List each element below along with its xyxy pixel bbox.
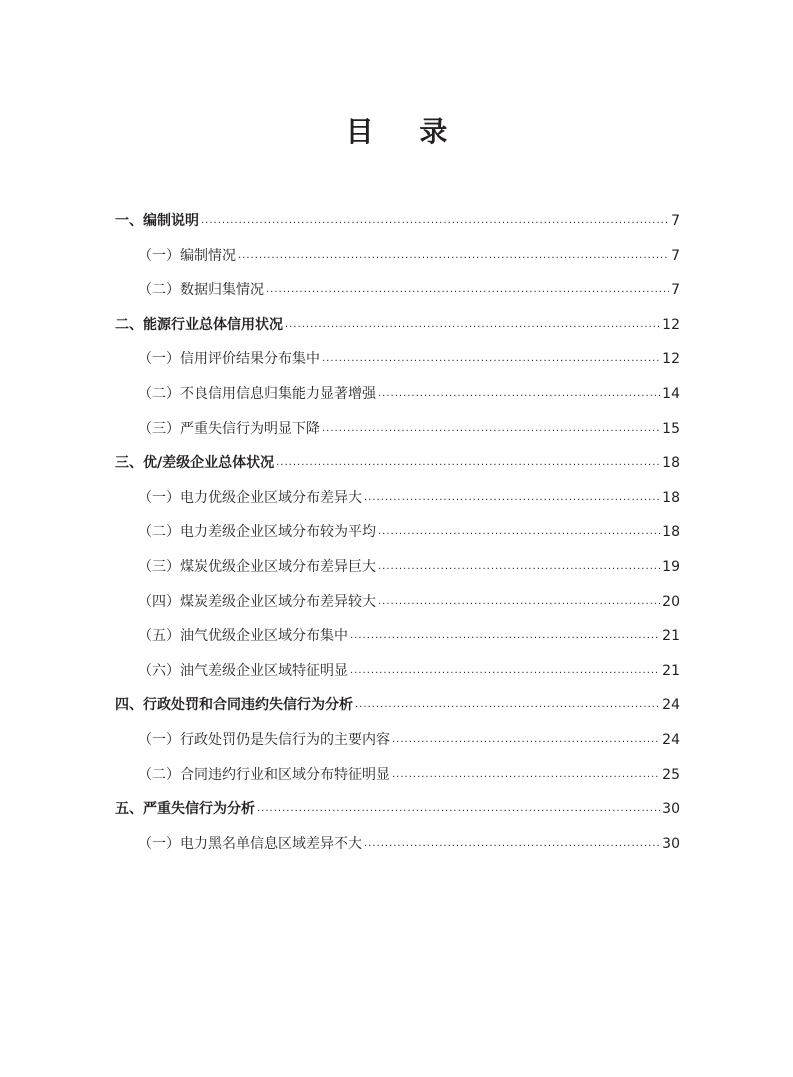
dot-leader [285, 308, 660, 343]
toc-page-number: 12 [662, 351, 680, 368]
toc-section-entry[interactable] [115, 273, 680, 308]
dot-leader [322, 412, 660, 447]
toc-page-number: 15 [662, 420, 680, 437]
dot-leader [350, 654, 660, 689]
toc-page-number: 18 [662, 524, 680, 541]
dot-leader [350, 619, 660, 654]
dot-leader [355, 688, 660, 723]
toc-section-entry[interactable] [115, 758, 680, 793]
toc-chapter-entry[interactable] [115, 204, 680, 239]
toc-entry-title: （四）煤炭差级企业区域分布差异较大 [138, 593, 376, 610]
toc-page-number: 24 [662, 697, 680, 714]
toc-entry-title: （一）信用评价结果分布集中 [138, 351, 320, 368]
toc-page-number: 21 [662, 628, 680, 645]
toc-page-number: 18 [662, 455, 680, 472]
dot-leader [378, 515, 660, 550]
toc-entry-title: （二）合同违约行业和区域分布特征明显 [138, 766, 390, 783]
toc-section-entry[interactable] [115, 342, 680, 377]
toc-section-entry[interactable] [115, 827, 680, 862]
toc-entry-title: 一、编制说明 [115, 213, 199, 229]
toc-entry-title: （一）编制情况 [138, 247, 236, 264]
toc-section-entry[interactable] [115, 723, 680, 758]
toc-section-entry[interactable] [115, 585, 680, 620]
toc-entry-title: （一）电力优级企业区域分布差异大 [138, 489, 362, 506]
dot-leader [322, 342, 660, 377]
toc-section-entry[interactable] [115, 481, 680, 516]
toc-section-entry[interactable] [115, 377, 680, 412]
dot-leader [276, 446, 660, 481]
dot-leader [378, 377, 660, 412]
dot-leader [364, 827, 660, 862]
toc-section-entry[interactable] [115, 239, 680, 274]
page-title: 目 录 [345, 115, 466, 148]
dot-leader [378, 585, 660, 620]
dot-leader [257, 792, 660, 827]
toc-entry-title: 二、能源行业总体信用状况 [115, 316, 283, 333]
toc-page-number: 25 [662, 766, 680, 783]
toc-page-number: 7 [671, 213, 680, 229]
toc-section-entry[interactable] [115, 412, 680, 447]
toc-entry-title: （二）电力差级企业区域分布较为平均 [138, 524, 376, 541]
toc-page-number: 14 [662, 385, 680, 402]
table-of-contents [115, 204, 680, 861]
toc-chapter-entry[interactable] [115, 688, 680, 723]
toc-chapter-entry[interactable] [115, 446, 680, 481]
toc-page-number: 24 [662, 731, 680, 748]
toc-page-number: 21 [662, 662, 680, 679]
toc-entry-title: （二）不良信用信息归集能力显著增强 [138, 385, 376, 402]
toc-page-number: 20 [662, 593, 680, 610]
dot-leader [378, 550, 660, 585]
toc-chapter-entry[interactable] [115, 792, 680, 827]
toc-page-number: 30 [662, 801, 680, 818]
toc-page-number: 7 [671, 247, 680, 264]
dot-leader [392, 758, 660, 793]
dot-leader [266, 273, 669, 308]
dot-leader [364, 481, 660, 516]
toc-page-number: 12 [662, 316, 680, 333]
toc-section-entry[interactable] [115, 654, 680, 689]
toc-entry-title: （一）行政处罚仍是失信行为的主要内容 [138, 731, 390, 748]
toc-page-number: 18 [662, 489, 680, 506]
toc-page-number: 7 [671, 282, 680, 299]
toc-page-number: 19 [662, 558, 680, 575]
toc-chapter-entry[interactable] [115, 308, 680, 343]
dot-leader [238, 239, 669, 274]
dot-leader [201, 204, 669, 239]
toc-entry-title: （三）严重失信行为明显下降 [138, 420, 320, 437]
toc-entry-title: （三）煤炭优级企业区域分布差异巨大 [138, 558, 376, 575]
toc-entry-title: 五、严重失信行为分析 [115, 801, 255, 818]
toc-entry-title: 三、优/差级企业总体状况 [115, 455, 275, 472]
toc-entry-title: （五）油气优级企业区域分布集中 [138, 628, 348, 645]
toc-entry-title: （二）数据归集情况 [138, 282, 264, 299]
toc-section-entry[interactable] [115, 619, 680, 654]
toc-page-number: 30 [662, 835, 680, 852]
toc-section-entry[interactable] [115, 550, 680, 585]
toc-entry-title: 四、行政处罚和合同违约失信行为分析 [115, 697, 353, 714]
toc-entry-title: （六）油气差级企业区域特征明显 [138, 662, 348, 679]
toc-entry-title: （一）电力黑名单信息区域差异不大 [138, 835, 362, 852]
toc-section-entry[interactable] [115, 515, 680, 550]
dot-leader [392, 723, 660, 758]
